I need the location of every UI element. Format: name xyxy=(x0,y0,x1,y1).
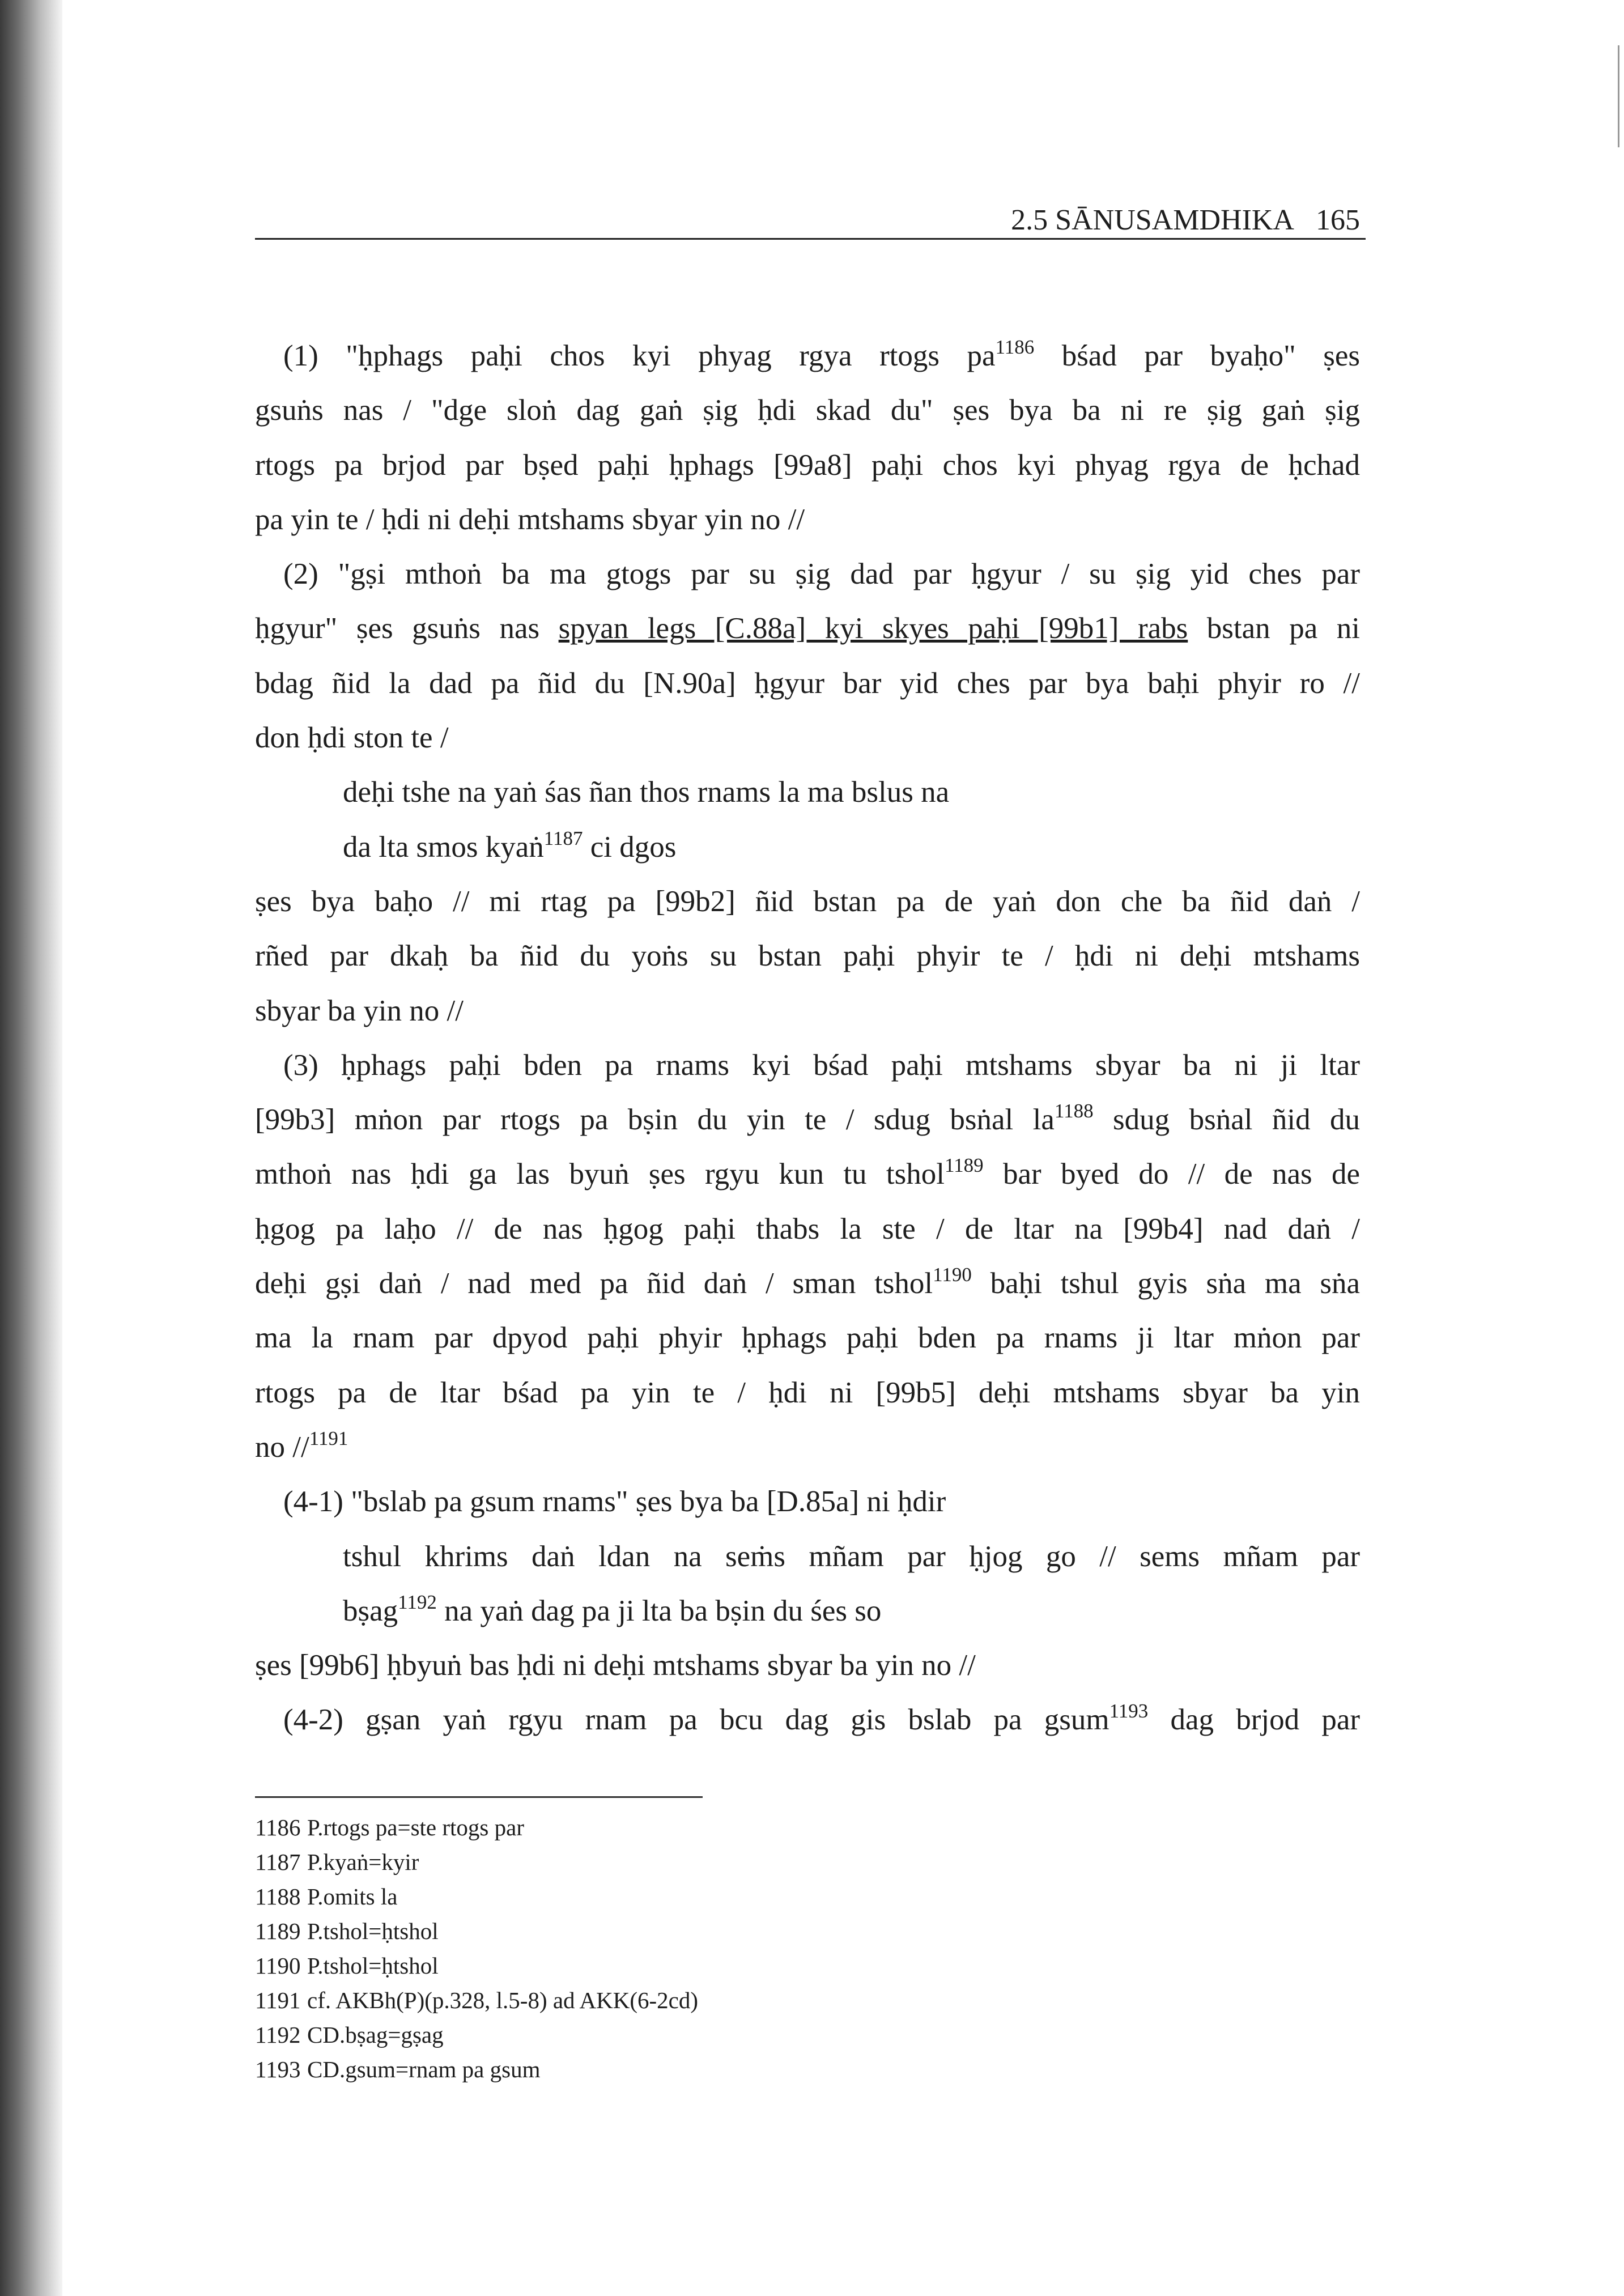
text-line: (3) ḥphags paḥi bden pa rnams kyi bśad paḥi mtshams sbyar ba ni ji ltar xyxy=(283,1048,1360,1082)
text-line: ṣes bya baḥo // mi rtag pa [99b2] ñid bstan pa de yaṅ don che ba ñid daṅ / xyxy=(255,885,1360,918)
text-line: don ḥdi ston te / xyxy=(255,721,449,755)
text-line: [99b3] mṅon par rtogs pa bṣin du yin te / sdug bsṅal $la^{1188}$ sdug bsṅal ñid du xyxy=(255,1100,1360,1137)
text-line: rñed par dkaḥ ba ñid du yoṅs su bstan paḥi phyir te / ḥdi ni deḥi mtshams xyxy=(255,939,1360,973)
text-line: rtogs pa de ltar bśad pa yin te / ḥdi ni [99b5] deḥi mtshams sbyar ba yin xyxy=(255,1376,1360,1409)
text-line: bdag ñid la dad pa ñid du [N.90a] ḥgyur bar yid ches par bya baḥi phyir ro // xyxy=(255,666,1360,700)
text-line: ḥgog pa laḥo // de nas ḥgog paḥi thabs la ste / de ltar na [99b4] nad daṅ / xyxy=(255,1212,1360,1245)
body-text xyxy=(255,329,1360,1747)
verse-line: tshul khrims daṅ ldan na seṁs mñam par ḥjog go // sems mñam par xyxy=(343,1540,1360,1573)
text-line: (1) "ḥphags paḥi chos kyi phyag rgya rtogs $pa^{1186}$ bśad par byaḥo" ṣes xyxy=(283,336,1360,372)
page-number: 165 xyxy=(1316,204,1360,236)
running-head xyxy=(1011,203,1360,238)
underlined-phrase: spyan legs [C.88a] kyi skyes paḥi [99b1] rabs xyxy=(558,612,1188,645)
text-line: deḥi gṣi daṅ / nad med pa ñid daṅ / sman tshol$^{1190}$ baḥi tshul gyis sṅa ma sṅa xyxy=(255,1264,1360,1300)
text-line: (4-2) gṣan yaṅ rgyu rnam pa bcu dag gis bslab pa gsum$^{1193}$ dag brjod par xyxy=(283,1700,1360,1737)
footnote: 1187 P.kyaṅ=kyir xyxy=(255,1849,419,1875)
footnote: 1190 P.tshol=ḥtshol xyxy=(255,1953,439,1979)
footnotes xyxy=(255,1810,1162,2087)
footnote: 1193 CD.gsum=rnam pa gsum xyxy=(255,2056,541,2082)
text-line: rtogs pa brjod par bṣed paḥi ḥphags [99a8] paḥi chos kyi phyag rgya de ḥchad xyxy=(255,448,1360,482)
verse-line: bṣag$^{1192}$ na yaṅ dag pa ji lta ba bṣin du śes so xyxy=(343,1591,882,1627)
text-line: (2) "gṣi mthoṅ ba ma gtogs par su ṣig dad par ḥgyur / su ṣig yid ches par xyxy=(283,558,1360,591)
text-line: sbyar ba yin no // xyxy=(255,994,464,1027)
footnote: 1192 CD.bṣag=gṣag xyxy=(255,2022,444,2048)
footnote: 1189 P.tshol=ḥtshol xyxy=(255,1918,439,1944)
text-line: ma la rnam par dpyod paḥi phyir ḥphags paḥi bden pa rnams ji ltar mṅon par xyxy=(255,1321,1360,1355)
text-line: mthoṅ nas ḥdi ga las byuṅ ṣes rgyu kun tu tshol$^{1189}$ bar byed do // de nas de xyxy=(255,1154,1360,1191)
footnote-rule xyxy=(255,1796,703,1798)
footnote: 1188 P.omits la xyxy=(255,1883,398,1910)
footnote: 1191 cf. AKBh(P)(p.328, l.5-8) ad AKK(6-2cd) xyxy=(255,1987,699,2013)
section-title: 2.5 SĀNUSAMDHIKA xyxy=(1011,204,1294,236)
text-line: ḥgyur" ṣes gsuṅs nas spyan legs [C.88a] kyi skyes paḥi [99b1] rabs bstan pa ni xyxy=(255,612,1361,645)
page-binding-shadow xyxy=(0,0,62,2296)
footnote: 1186 P.rtogs pa=ste rtogs par xyxy=(255,1814,524,1840)
verse-line: deḥi tshe na yaṅ śas ñan thos rnams la ma bslus na xyxy=(343,776,950,809)
scan-edge-mark xyxy=(1618,45,1619,147)
text-line: (4-1) "bslab pa gsum rnams" ṣes bya ba [D.85a] ni ḥdir xyxy=(283,1485,946,1519)
text-line: gsuṅs nas / "dge sloṅ dag gaṅ ṣig ḥdi skad du" ṣes bya ba ni re ṣig gaṅ ṣig xyxy=(255,394,1360,427)
verse-line: da lta smos kyaṅ$^{1187}$ ci dgos xyxy=(343,827,677,864)
text-line: ṣes [99b6] ḥbyuṅ bas ḥdi ni deḥi mtshams sbyar ba yin no // xyxy=(255,1649,976,1682)
text-line: pa yin te / ḥdi ni deḥi mtshams sbyar yin no // xyxy=(255,503,805,536)
running-header xyxy=(255,203,1366,240)
text-line: no //$^{1191}$ xyxy=(255,1427,348,1464)
